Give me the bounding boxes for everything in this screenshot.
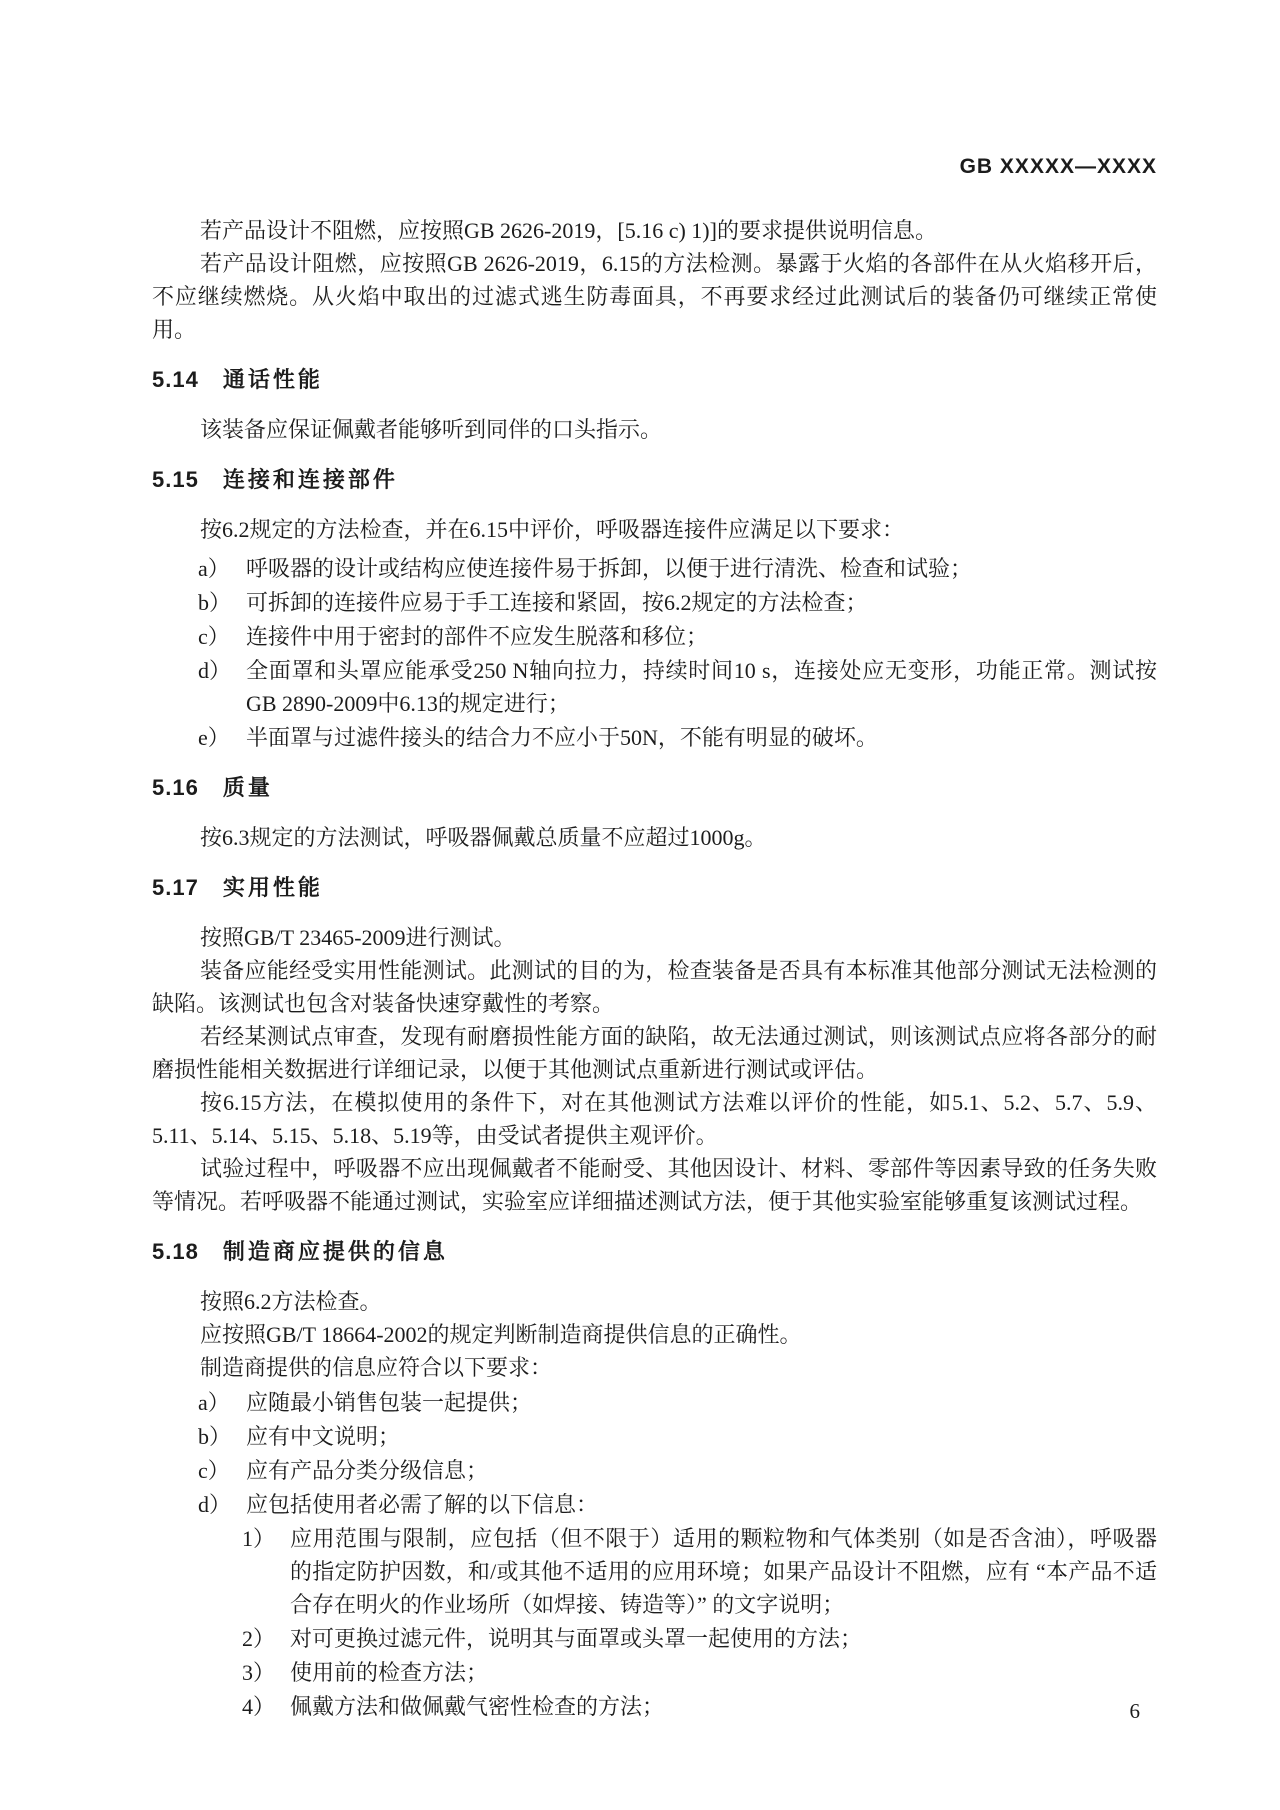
section-title: 制造商应提供的信息	[222, 1239, 448, 1264]
section-heading-5-16	[152, 771, 1157, 804]
paragraph-intro-1: 若产品设计不阻燃，应按照GB 2626-2019，[5.16 c) 1)]的要求提供说明信息。	[200, 218, 937, 243]
sub-list-item	[152, 1622, 1157, 1655]
list-marker: e）	[198, 725, 230, 750]
sub-list-item	[152, 1690, 1157, 1723]
paragraph-5-15-intro: 按6.2规定的方法检查，并在6.15中评价，呼吸器连接件应满足以下要求：	[200, 517, 905, 542]
section-number: 5.18	[152, 1239, 199, 1264]
list-item	[152, 721, 1157, 754]
list-text: 佩戴方法和做佩戴气密性检查的方法；	[290, 1694, 665, 1719]
section-heading-5-18	[152, 1235, 1157, 1268]
list-marker: b）	[198, 590, 232, 615]
list-marker: 2）	[242, 1626, 276, 1651]
list-item	[152, 586, 1157, 619]
paragraph-5-17-1: 按照GB/T 23465-2009进行测试。	[200, 925, 516, 950]
list-marker: 3）	[242, 1660, 276, 1685]
list-marker: d）	[198, 658, 232, 683]
list-item	[152, 1386, 1157, 1419]
list-text: 应包括使用者必需了解的以下信息：	[246, 1492, 599, 1517]
list-marker: c）	[198, 624, 230, 649]
sub-list-item	[152, 1656, 1157, 1689]
paragraph-5-18-3: 制造商提供的信息应符合以下要求：	[200, 1355, 553, 1380]
list-marker: d）	[198, 1492, 232, 1517]
section-heading-5-14	[152, 363, 1157, 396]
paragraph-5-17-3: 若经某测试点审查，发现有耐磨损性能方面的缺陷，故无法通过测试，则该测试点应将各部分的耐磨损性能相关数据进行详细记录，以便于其他测试点重新进行测试或评估。	[152, 1024, 1157, 1082]
list-marker: c）	[198, 1458, 230, 1483]
section-heading-5-15	[152, 463, 1157, 496]
page-number: 6	[1129, 1699, 1140, 1723]
sub-list-item	[152, 1522, 1157, 1621]
list-item	[152, 654, 1157, 720]
section-number: 5.15	[152, 467, 199, 492]
list-text: 使用前的检查方法；	[290, 1660, 489, 1685]
section-title: 质量	[222, 775, 273, 800]
section-number: 5.17	[152, 875, 199, 900]
list-item	[152, 620, 1157, 653]
paragraph-5-17-5: 试验过程中，呼吸器不应出现佩戴者不能耐受、其他因设计、材料、零部件等因素导致的任务失败等情况。若呼吸器不能通过测试，实验室应详细描述测试方法，便于其他实验室能够重复该测试过程。	[152, 1156, 1157, 1214]
list-text: 应有中文说明；	[246, 1424, 401, 1449]
list-text: 应用范围与限制，应包括（但不限于）适用的颗粒物和气体类别（如是否含油），呼吸器的指定防护因数，和/或其他不适用的应用环境；如果产品设计不阻燃，应有 “本产品不适合存在明火的作业场所（如焊接、铸造等）” 的文字说明；	[290, 1526, 1157, 1617]
doc-code: GB XXXXX—XXXX	[959, 155, 1157, 178]
list-5-18	[152, 1386, 1157, 1723]
section-title: 通话性能	[222, 367, 323, 392]
section-title: 连接和连接部件	[222, 467, 398, 492]
list-marker: a）	[198, 556, 230, 581]
list-5-15	[152, 552, 1157, 754]
paragraph-5-16: 按6.3规定的方法测试，呼吸器佩戴总质量不应超过1000g。	[200, 825, 767, 850]
list-text: 可拆卸的连接件应易于手工连接和紧固，按6.2规定的方法检查；	[246, 590, 868, 615]
section-number: 5.14	[152, 367, 199, 392]
paragraph-5-17-4: 按6.15方法，在模拟使用的条件下，对在其他测试方法难以评价的性能，如5.1、5.2、5.7、5.9、5.11、5.14、5.15、5.18、5.19等，由受试者提供主观评价。	[152, 1090, 1157, 1148]
list-item	[152, 1454, 1157, 1487]
list-text: 应随最小销售包装一起提供；	[246, 1390, 533, 1415]
list-item	[152, 1488, 1157, 1521]
paragraph-5-14: 该装备应保证佩戴者能够听到同伴的口头指示。	[200, 417, 663, 442]
list-text: 全面罩和头罩应能承受250 N轴向拉力，持续时间10 s，连接处应无变形，功能正常。测试按GB 2890-2009中6.13的规定进行；	[246, 658, 1157, 716]
list-marker: 1）	[242, 1526, 276, 1551]
list-text: 对可更换过滤元件，说明其与面罩或头罩一起使用的方法；	[290, 1626, 863, 1651]
page-content	[152, 150, 1157, 1724]
paragraph-intro-2: 若产品设计阻燃，应按照GB 2626-2019，6.15的方法检测。暴露于火焰的各部件在从火焰移开后，不应继续燃烧。从火焰中取出的过滤式逃生防毒面具，不再要求经过此测试后的装备仍可继续正常使用。	[152, 251, 1157, 342]
section-number: 5.16	[152, 775, 199, 800]
paragraph-5-17-2: 装备应能经受实用性能测试。此测试的目的为，检查装备是否具有本标准其他部分测试无法检测的缺陷。该测试也包含对装备快速穿戴性的考察。	[152, 958, 1157, 1016]
list-marker: a）	[198, 1390, 230, 1415]
list-text: 连接件中用于密封的部件不应发生脱落和移位；	[246, 624, 709, 649]
list-item	[152, 1420, 1157, 1453]
list-item	[152, 552, 1157, 585]
list-text: 呼吸器的设计或结构应使连接件易于拆卸，以便于进行清洗、检查和试验；	[246, 556, 973, 581]
list-marker: b）	[198, 1424, 232, 1449]
section-heading-5-17	[152, 871, 1157, 904]
section-title: 实用性能	[222, 875, 323, 900]
paragraph-5-18-2: 应按照GB/T 18664-2002的规定判断制造商提供信息的正确性。	[200, 1322, 802, 1347]
list-text: 应有产品分类分级信息；	[246, 1458, 489, 1483]
paragraph-5-18-1: 按照6.2方法检查。	[200, 1289, 382, 1314]
list-marker: 4）	[242, 1694, 276, 1719]
list-text: 半面罩与过滤件接头的结合力不应小于50N，不能有明显的破坏。	[246, 725, 878, 750]
